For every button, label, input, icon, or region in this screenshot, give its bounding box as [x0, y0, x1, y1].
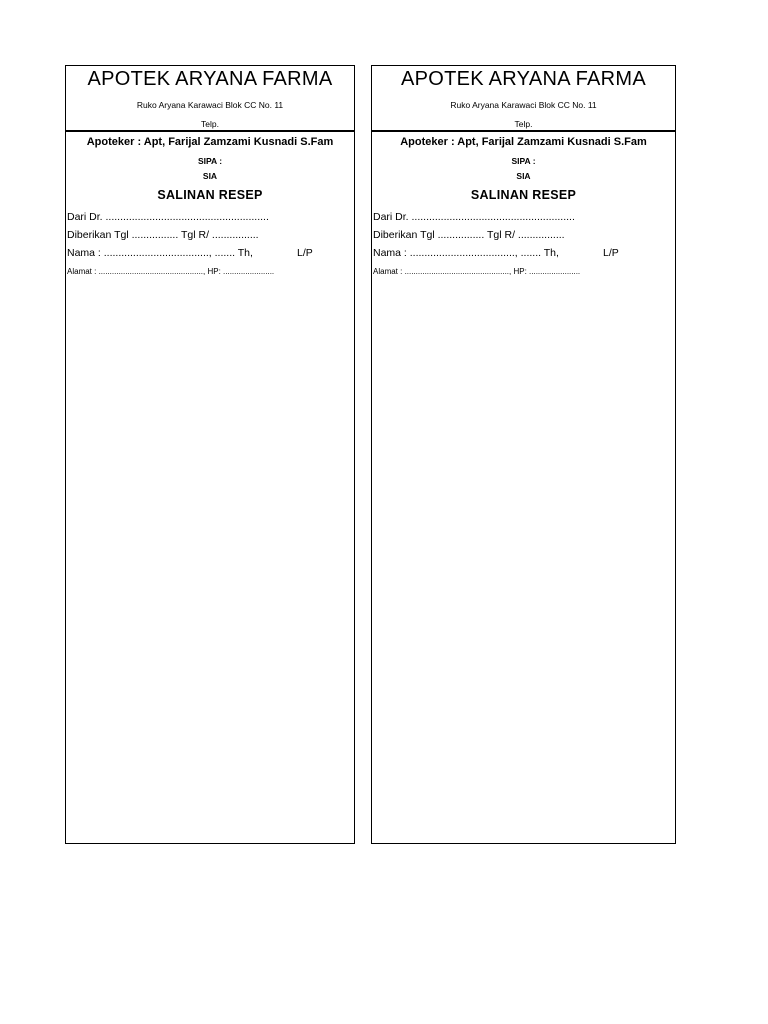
doctor-field: Dari Dr. ........................................................ [373, 211, 575, 223]
gender-label: L/P [297, 247, 313, 259]
form-heading: SALINAN RESEP [157, 188, 263, 202]
pharmacist-name: Apoteker : Apt, Farijal Zamzami Kusnadi S.Fam [86, 136, 334, 148]
prescription-copy-form-right [371, 65, 676, 844]
form-header [372, 66, 675, 132]
sia-label: SIA [202, 171, 218, 181]
prescription-copy-form-left [65, 65, 355, 844]
pharmacy-phone: Telp. [514, 119, 533, 129]
gender-label: L/P [603, 247, 619, 259]
doctor-field: Dari Dr. ........................................................ [67, 211, 269, 223]
pharmacy-address: Ruko Aryana Karawaci Blok CC No. 11 [136, 100, 284, 110]
pharmacy-address: Ruko Aryana Karawaci Blok CC No. 11 [450, 100, 597, 110]
address-field: Alamat : ..............................................., HP: ....................... [67, 267, 275, 276]
pharmacy-phone: Telp. [201, 119, 219, 129]
pharmacy-name: APOTEK ARYANA FARMA [87, 68, 333, 90]
form-heading: SALINAN RESEP [470, 188, 577, 202]
date-field: Diberikan Tgl ................ Tgl R/ ................ [373, 229, 565, 241]
date-field: Diberikan Tgl ................ Tgl R/ ................ [67, 229, 259, 241]
pharmacist-name: Apoteker : Apt, Farijal Zamzami Kusnadi S.Fam [400, 136, 647, 148]
patient-name-field: Nama : ...................................., ....... Th, [67, 247, 253, 259]
patient-name-field: Nama : ...................................., ....... Th, [373, 247, 559, 259]
address-field: Alamat : ..............................................., HP: ....................... [373, 267, 581, 276]
pharmacy-name: APOTEK ARYANA FARMA [400, 68, 647, 90]
sipa-label: SIPA : [197, 156, 223, 166]
form-header [66, 66, 354, 132]
sia-label: SIA [516, 171, 531, 181]
sipa-label: SIPA : [511, 156, 536, 166]
